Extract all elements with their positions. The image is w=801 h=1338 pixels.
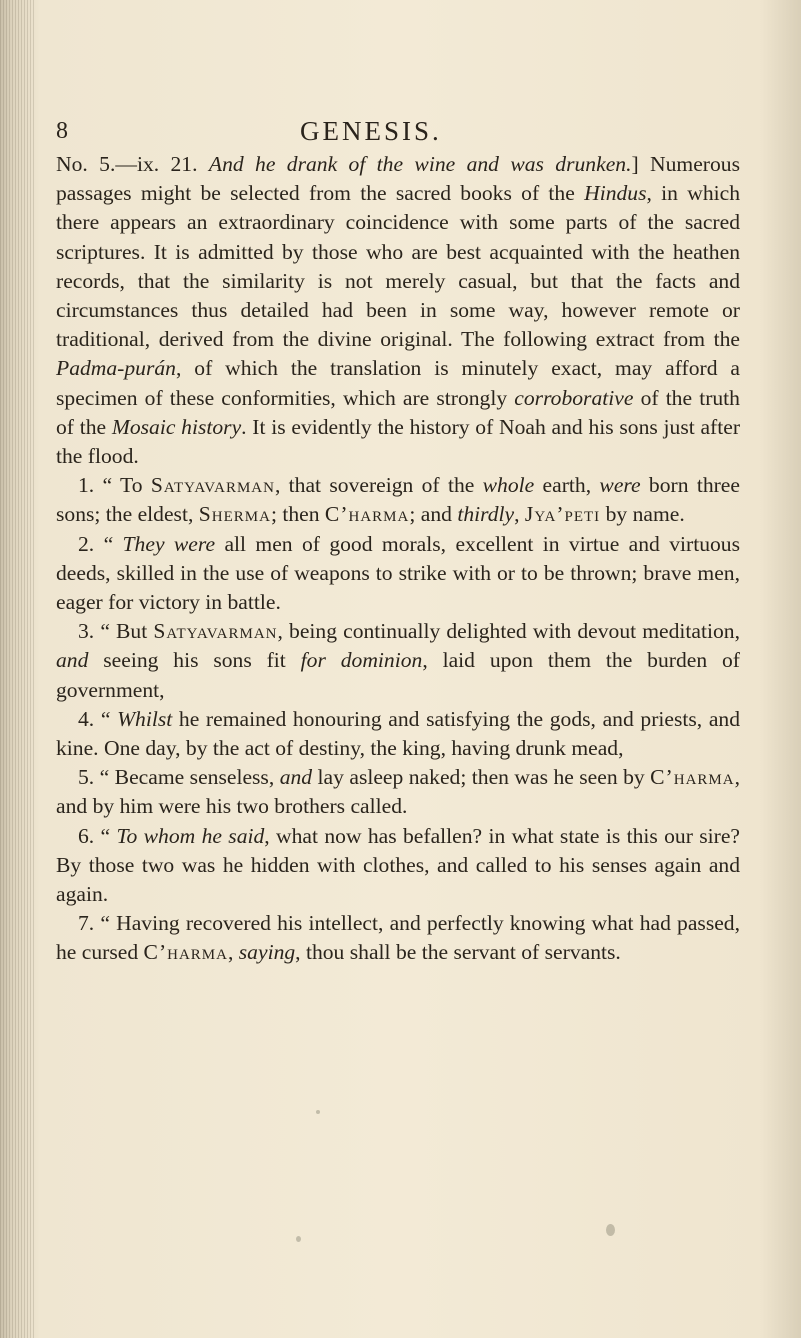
page-number: 8 <box>56 118 68 144</box>
verse-2: 2. “ They were all men of good morals, excellent in virtue and virtuous deeds, skilled in the use of weapons to strike with or to be thrown; brave men, eager for victory in battle. <box>56 531 741 615</box>
paper-speck <box>316 1110 320 1114</box>
intro-paragraph: No. 5.—ix. 21. And he drank of the wine and was drunken.] Numerous passages might be selected from the sacred books of the Hindus, in which there appears an extraordinary coincidence with some parts of the sacred scriptures. It is admitted by those who are best acquainted with the heathen records, that the similarity is not merely casual, but that the facts and circumstances thus detailed had been in some way, however remote or traditional, derived from the divine original. The following extract from the Padma-purán, of which the translation is minutely exact, may afford a specimen of these conformities, which are strongly corroborative of the truth of the Mosaic history. It is evidently the history of Noah and his sons just after the flood. <box>56 152 741 469</box>
verse-quote: And he drank of the wine and was drunken. <box>208 152 632 176</box>
paper-speck <box>606 1224 615 1236</box>
verse-5: 5. “ Became senseless, and lay asleep naked; then was he seen by C’harma, and by him were his two brothers called. <box>56 765 740 819</box>
verse-reference: No. 5.—ix. 21. <box>56 152 198 176</box>
verse-3: 3. “ But Satyavarman, being continually delighted with devout meditation, and seeing his sons fit for dominion, laid upon them the burden of government, <box>56 619 740 702</box>
page-header <box>0 112 801 152</box>
verse-1: 1. “ To Satyavarman, that sovereign of the whole earth, were born three sons; the eldest, Sherma; then C’harma; and thirdly, Jya’peti by name. <box>56 473 740 527</box>
body-text <box>56 150 740 968</box>
running-title: GENESIS. <box>300 116 442 146</box>
page-gutter <box>0 0 36 1338</box>
verse-7: 7. “ Having recovered his intellect, and perfectly knowing what had passed, he cursed C’harma, saying, thou shall be the servant of servants. <box>56 911 740 965</box>
verse-4: 4. “ Whilst he remained honouring and satisfying the gods, and priests, and kine. One day, by the act of destiny, the king, having drunk mead, <box>56 706 740 761</box>
paper-speck <box>296 1236 301 1242</box>
verse-6: 6. “ To whom he said, what now has befallen? in what state is this our sire? By those two was he hidden with clothes, and called to his senses again and again. <box>56 823 741 907</box>
